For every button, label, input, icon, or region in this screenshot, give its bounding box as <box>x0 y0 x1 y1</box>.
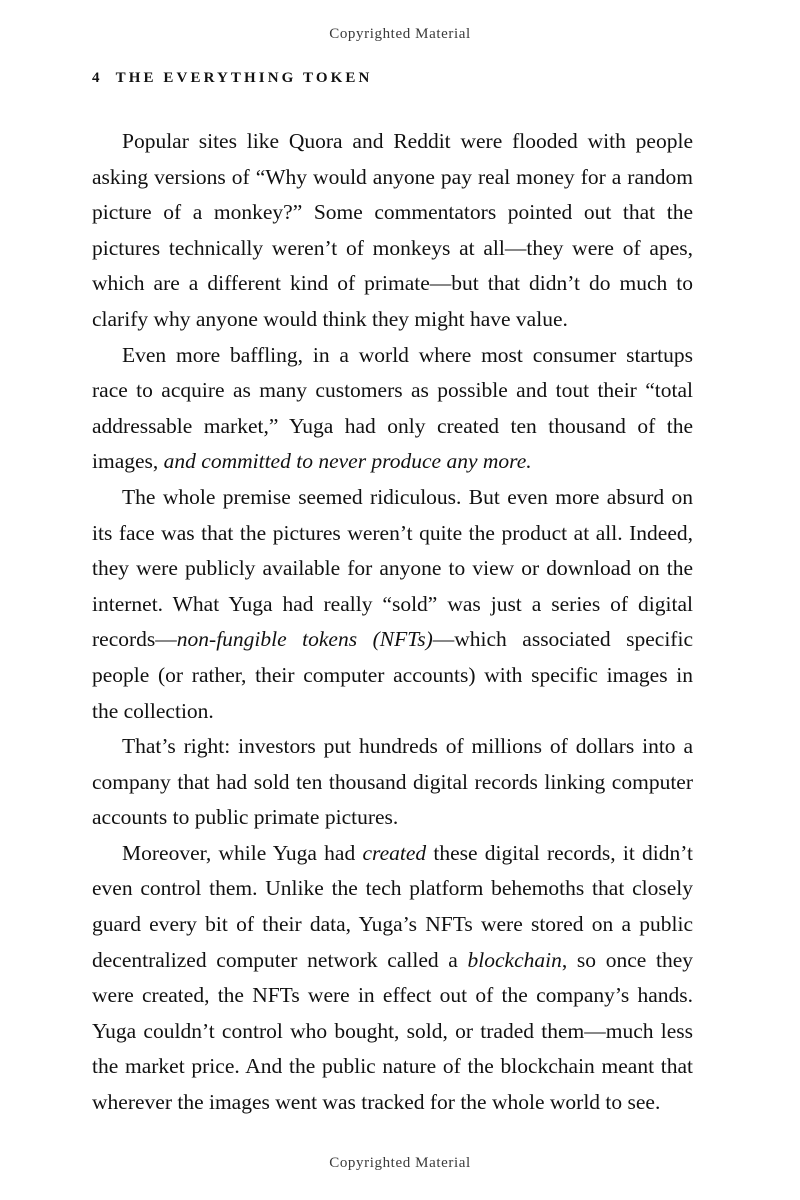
copyright-watermark-bottom: Copyrighted Material <box>329 1155 471 1171</box>
body-text-run: Moreover, while Yuga had <box>122 840 363 865</box>
body-text-run: That’s right: investors put hundreds of millions of dollars into a company that had sold ten thousand digital records linking computer accounts to public primate pictures. <box>92 734 693 830</box>
body-text-run: —which associated specific people (or rather, their computer accounts) with specific images in the collection. <box>92 627 693 723</box>
body-text-run: these digital records, it didn’t even control them. Unlike the tech platform behemoths that closely guard every bit of their data, Yuga’s NFTs were stored on a public decentralized computer network called a <box>92 840 693 972</box>
body-text-run: Even more baffling, in a world where most consumer startups race to acquire as many customers as possible and tout their “total addressable market,” Yuga had only created ten thousand of the images, <box>92 342 693 474</box>
body-paragraph <box>92 729 693 836</box>
body-paragraph <box>92 338 693 480</box>
emphasis-text: blockchain <box>467 947 562 972</box>
body-paragraph <box>92 124 693 338</box>
page-number: 4 <box>92 70 103 86</box>
body-text-run: , so once they were created, the NFTs were in effect out of the company’s hands. Yuga couldn’t control who bought, sold, or traded them—much less the market price. And the public nature of the blockchain meant that wherever the images went was tracked for the whole world to see. <box>92 947 694 1115</box>
emphasis-text: created <box>362 840 427 865</box>
running-head <box>92 70 372 87</box>
copyright-watermark-top: Copyrighted Material <box>329 26 471 42</box>
body-paragraph <box>92 480 693 729</box>
body-text-run: The whole premise seemed ridiculous. But even more absurd on its face was that the pictures weren’t quite the product at all. Indeed, they were publicly available for anyone to view or download on the internet. What Yuga had really “sold” was just a series of digital records— <box>92 484 693 652</box>
emphasis-text: and committed to never produce any more. <box>163 449 532 474</box>
body-paragraph <box>92 836 693 1121</box>
chapter-title: THE EVERYTHING TOKEN <box>115 70 373 86</box>
page-body <box>92 124 693 1121</box>
emphasis-text: non-fungible tokens (NFTs) <box>176 627 433 652</box>
body-text-run: Popular sites like Quora and Reddit were flooded with people asking versions of “Why would anyone pay real money for a random picture of a monkey?” Some commentators pointed out that the pictures technically weren’t of monkeys at all—they were of apes, which are a different kind of primate—but that didn’t do much to clarify why anyone would think they might have value. <box>92 129 693 331</box>
